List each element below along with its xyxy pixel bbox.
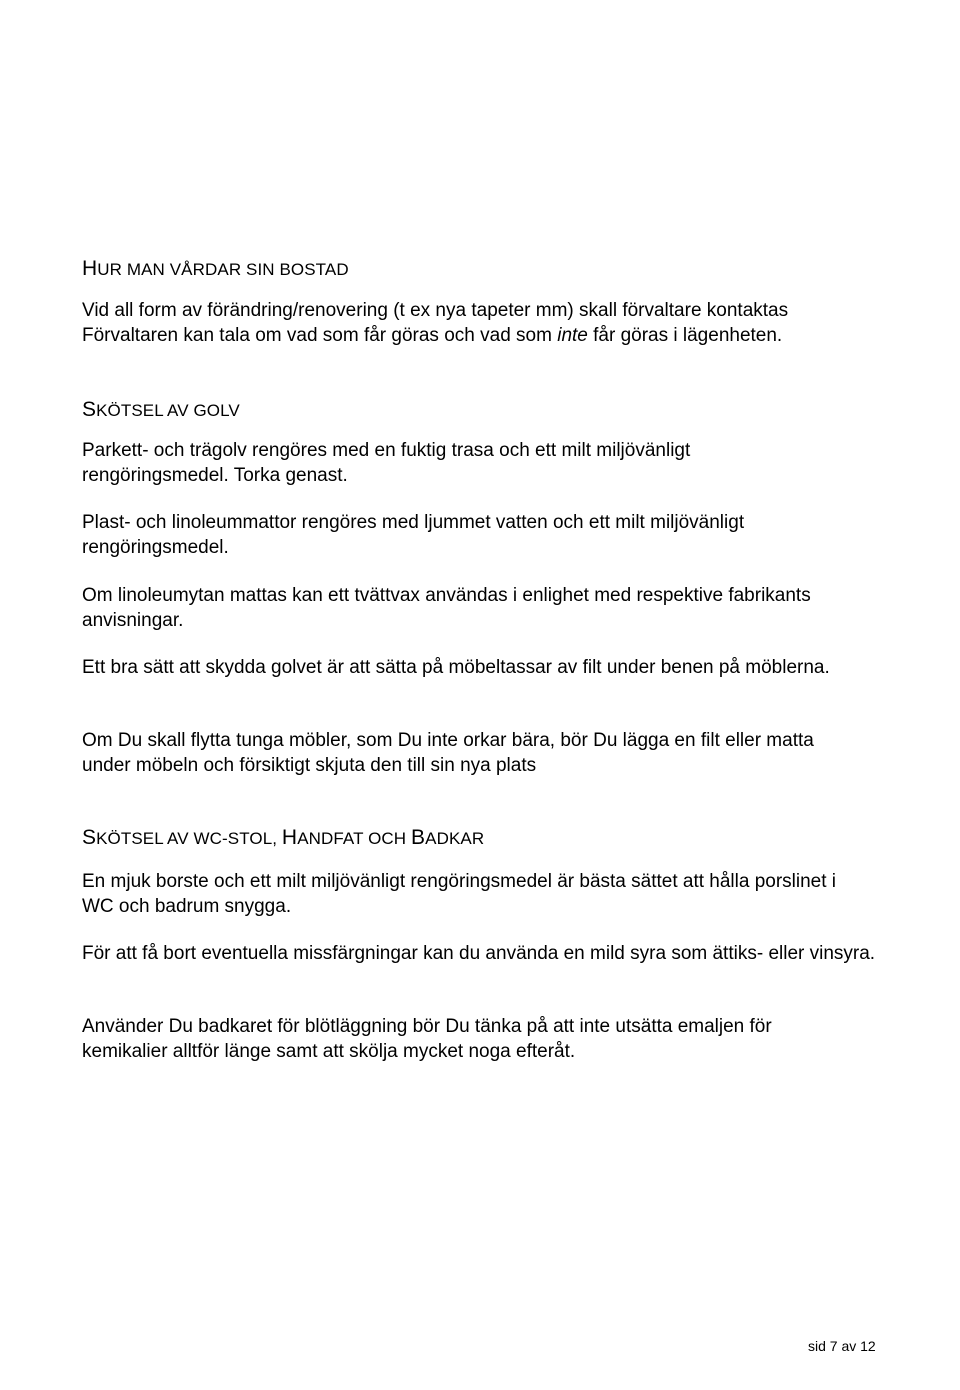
heading-initial-b: B [411,826,426,849]
paragraph-mjuk-borste: En mjuk borste och ett milt miljövänligt rengöringsmedel är bästa sättet att hålla porslinet i WC och badrum snygga. [82,871,837,917]
paragraph-line-2-start: Förvaltaren kan tala om vad som får göras och vad som [82,324,558,346]
heading-part-wc-stol: WC-STOL, [193,829,282,848]
paragraph-line-1: Vid all form av förändring/renovering (t ex nya tapeter mm) skall förvaltare kontaktas [82,300,789,321]
paragraph-linoleum: Om linoleumytan mattas kan ett tvättvax användas i enlighet med respektive fabrikants anvisningar. [82,585,811,631]
section-heading-skotsel-golv [82,398,240,422]
paragraph-renovering [82,299,872,348]
section-heading-skotsel-wc [82,826,484,850]
paragraph-line-2-end: får göras i lägenheten. [587,324,783,346]
paragraph-missfargningar: För att få bort eventuella missfärgningar kan du använda en mild syra som ättiks- eller vinsyra. [82,943,876,964]
paragraph-plast: Plast- och linoleummattor rengöres med ljummet vatten och ett milt miljövänligt rengöringsmedel. [82,512,745,558]
heading-initial: H [82,257,98,280]
heading-rest: UR MAN VÅRDAR SIN BOSTAD [97,260,349,279]
heading-part-adkar: ADKAR [425,829,485,848]
section-heading-hur-man-vardar [82,257,349,281]
paragraph-parkett: Parkett- och trägolv rengöres med en fuktig trasa och ett milt miljövänligt rengöringsmedel. Torka genast. [82,440,691,486]
paragraph-mobeltassar: Ett bra sätt att skydda golvet är att sätta på möbeltassar av filt under benen på möblerna. [82,657,830,678]
heading-rest: KÖTSEL AV GOLV [96,401,240,420]
heading-initial-h: H [281,826,298,849]
emphasis-inte: inte [557,324,588,346]
heading-initial-s: S [82,826,97,849]
paragraph-flytta-mobler: Om Du skall flytta tunga möbler, som Du inte orkar bära, bör Du lägga en filt eller matta under möbeln och försiktigt skjuta den till sin nya plats [82,730,814,776]
heading-part-andfat-och: ANDFAT OCH [297,829,412,848]
page-number: sid 7 av 12 [808,1338,876,1354]
heading-part-skotsel-av: KÖTSEL AV [96,829,194,848]
paragraph-badkaret: Använder Du badkaret för blötläggning bör Du tänka på att inte utsätta emaljen för kemikalier alltför länge samt att skölja mycket noga efteråt. [82,1016,772,1062]
heading-initial: S [82,398,97,421]
